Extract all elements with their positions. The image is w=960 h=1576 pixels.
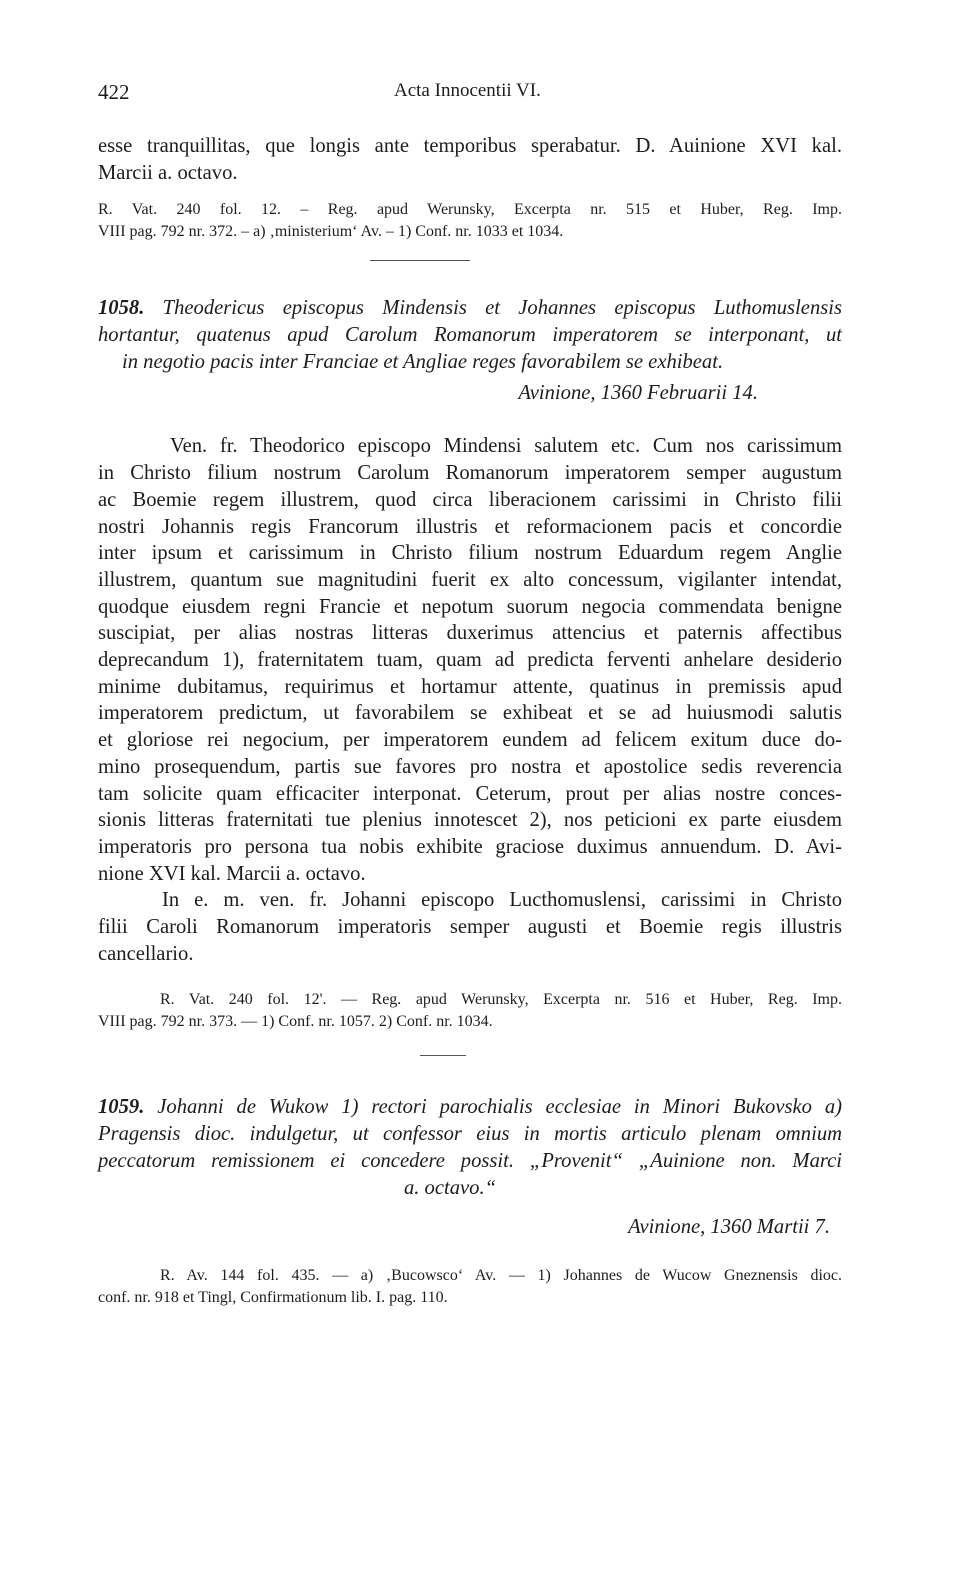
text-line: minime dubitamus, requirimus et hortamur attente, quatinus in premissis apud (98, 675, 842, 698)
text-line: quodque eiusdem regni Francie et nepotum suorum negocia commendata benigne (98, 595, 842, 618)
dateline: Avinione, 1360 Februarii 14. (518, 382, 758, 405)
footnote-line: conf. nr. 918 et Tingl, Confirmationum lib. I. pag. 110. (98, 1289, 448, 1307)
summary-line: in negotio pacis inter Franciae et Angliae reges favorabilem se exhibeat. (122, 351, 724, 374)
footnote-line: R. Vat. 240 fol. 12. – Reg. apud Werunsky, Excerpta nr. 515 et Huber, Reg. Imp. (98, 201, 842, 219)
document-page (0, 80, 960, 1576)
continued-text (98, 133, 842, 186)
page-number: 422 (98, 80, 130, 104)
text-line: in Christo filium nostrum Carolum Romanorum imperatorem semper augustum (98, 462, 842, 485)
summary-line: peccatorum remissionem ei concedere possit. „Provenit“ „Auinione non. Marci (98, 1150, 842, 1173)
summary-line: Pragensis dioc. indulgetur, ut confessor eius in mortis articulo plenam omnium (98, 1123, 842, 1146)
text-line: filii Caroli Romanorum imperatoris semper augusti et Boemie regis illustris (98, 916, 842, 939)
footnote-line: R. Av. 144 fol. 435. — a) ‚Bucowsco‘ Av. — 1) Johannes de Wucow Gneznensis dioc. (160, 1267, 842, 1285)
footnote-block (98, 199, 842, 243)
text-line: ac Boemie regem illustrem, quod circa liberacionem carissimi in Christo filii (98, 488, 842, 511)
text-line: Ven. fr. Theodorico episcopo Mindensi salutem etc. Cum nos carissimum (170, 435, 842, 458)
text-line: suscipiat, per alias nostras litteras duxerimus attencius et paternis affectibus (98, 622, 842, 645)
text-line: esse tranquillitas, que longis ante temporibus sperabatur. D. Auinione XVI kal. (98, 135, 842, 157)
letter-text (98, 433, 842, 967)
text-line: et gloriose rei negocium, per imperatorem eundem ad felicem exitum duce do- (98, 729, 842, 752)
summary-line: Johanni de Wukow 1) rectori parochialis ecclesiae in Minori Bukovsko a) (157, 1096, 842, 1119)
summary-line: a. octavo.“ (403, 1177, 497, 1200)
dateline: Avinione, 1360 Martii 7. (628, 1216, 830, 1239)
entry-1059-summary (98, 1094, 842, 1202)
text-line: tam solicite quam efficaciter interponat. Ceterum, prout per alias nostre conces- (98, 782, 842, 805)
text-line: deprecandum 1), fraternitatem tuam, quam ad predicta ferventi anhelare desiderio (98, 649, 842, 672)
text-line: nostri Johannis regis Francorum illustris et reformacionem pacis et concordie (98, 515, 842, 538)
running-title: Acta Innocentii VI. (394, 80, 541, 101)
summary-line: Theodericus episcopus Mindensis et Johannes episcopus Luthomuslensis (162, 297, 842, 320)
text-line: mino prosequendum, partis sue favores pro nostra et apostolice sedis reverencia (98, 755, 842, 778)
text-line: sionis litteras fraternitati tue plenius innotescet 2), nos peticioni ex parte eiusdem (98, 809, 842, 832)
entry-number: 1059. (98, 1096, 145, 1119)
text-line: In e. m. ven. fr. Johanni episcopo Lucthomuslensi, carissimi in Christo (162, 889, 842, 912)
footnote-block (98, 989, 842, 1033)
text-line: imperatoris pro persona tua nobis exhibite graciose duximus annuendum. D. Avi- (98, 835, 842, 858)
text-line: Marcii a. octavo. (98, 161, 238, 184)
footnote-line: R. Vat. 240 fol. 12'. — Reg. apud Werunsky, Excerpta nr. 516 et Huber, Reg. Imp. (160, 991, 842, 1009)
text-line: cancellario. (98, 942, 194, 965)
summary-line: hortantur, quatenus apud Carolum Romanorum imperatorem se interponant, ut (98, 324, 842, 347)
text-line: nione XVI kal. Marcii a. octavo. (98, 862, 366, 885)
text-line: inter ipsum et carissimum in Christo filium nostrum Eduardum regem Anglie (98, 542, 842, 565)
text-line: imperatorem predictum, ut favorabilem se exhibeat et se ad huiusmodi salutis (98, 702, 842, 725)
text-line: illustrem, quantum sue magnitudini fuerit ex alto concessum, vigilanter intendat, (98, 568, 842, 591)
entry-number: 1058. (98, 297, 145, 320)
page-header (98, 80, 842, 110)
footnote-line: VIII pag. 792 nr. 373. — 1) Conf. nr. 1057. 2) Conf. nr. 1034. (98, 1013, 493, 1031)
footnote-block (98, 1265, 842, 1309)
entry-1058-summary (98, 295, 842, 376)
footnote-line: VIII pag. 792 nr. 372. – a) ‚ministerium‘ Av. – 1) Conf. nr. 1033 et 1034. (98, 223, 564, 241)
